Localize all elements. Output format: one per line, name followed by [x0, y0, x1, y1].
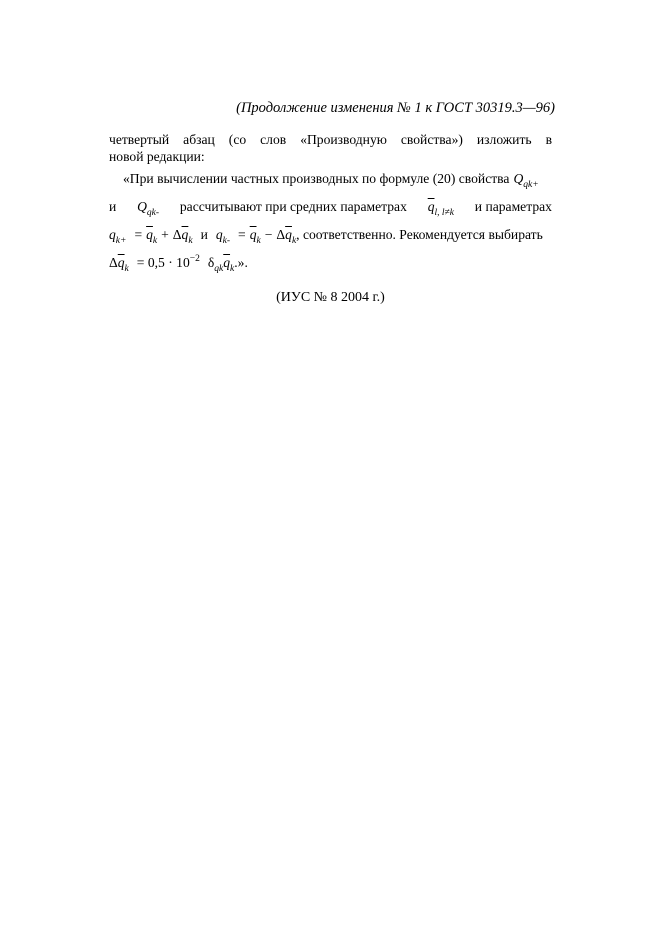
text-run: , соответственно. Рекомендуется выбирать [296, 227, 543, 242]
var-qbar: $\overline{q}$ [181, 227, 189, 242]
subscript: k [188, 236, 193, 246]
subscript: qk- [146, 208, 160, 218]
delta-small-sign: δ [207, 255, 215, 270]
text-run: «При вычислении частных производных по формуле (20) свойства [123, 171, 510, 186]
paragraph-instruction-line1 [109, 131, 552, 148]
text-run: рассчитывают при средних параметрах [179, 199, 407, 214]
exponent: −2 [189, 254, 200, 264]
var-Q: Q [513, 171, 524, 186]
word: в [545, 132, 553, 147]
subscript: qk+ [523, 180, 539, 190]
paragraph-instruction [109, 131, 552, 165]
coefficient: = 0,5 · 10 [136, 255, 190, 270]
word: «Производную свойства») [300, 132, 463, 147]
subscript: k [291, 236, 297, 246]
var-qbar: $\overline{q}$ [223, 255, 231, 270]
var-qbar: $\overline{q}$ [427, 199, 435, 214]
word: (со слов [228, 132, 287, 147]
subscript: k+ [115, 236, 127, 246]
word: четвертый [109, 132, 170, 147]
subscript: k [152, 236, 158, 246]
delta-sign: Δ [276, 227, 286, 242]
text-run: .». [234, 255, 248, 270]
subscript: k [256, 236, 261, 246]
word: абзац [183, 132, 215, 147]
var-q: q [215, 227, 223, 242]
subscript: k [230, 264, 235, 274]
text-run: и [200, 227, 208, 242]
continuation-header: (Продолжение изменения № 1 к ГОСТ 30319.3—96) [236, 100, 555, 116]
formula-line-4 [109, 254, 552, 282]
paragraph-instruction-line2: новой редакции: [109, 149, 205, 164]
paragraph-formula-text [109, 170, 552, 282]
subscript: k- [222, 236, 231, 246]
source-reference: (ИУС № 8 2004 г.) [276, 290, 385, 305]
var-q: q [109, 227, 116, 242]
formula-line-1 [109, 170, 552, 198]
text-run: и параметрах [474, 199, 552, 214]
text-run: и [109, 199, 117, 214]
word: изложить [476, 132, 532, 147]
formula-line-3 [109, 226, 552, 254]
subscript: k [124, 264, 129, 274]
var-qbar: $\overline{q}$ [146, 227, 153, 242]
plus-sign: + [161, 227, 169, 242]
var-qbar: $\overline{q}$ [249, 227, 257, 242]
subscript: qk [214, 264, 224, 274]
eq-sign: = [134, 227, 143, 242]
math-group [137, 198, 159, 218]
var-Q: Q [137, 199, 147, 214]
math-group [428, 198, 454, 218]
minus-sign: − [264, 227, 273, 242]
var-qbar: $\overline{q}$ [117, 255, 125, 270]
delta-sign: Δ [172, 227, 182, 242]
formula-line-2 [109, 198, 552, 226]
delta-sign: Δ [109, 255, 118, 270]
var-qbar: $\overline{q}$ [285, 227, 292, 242]
eq-sign: = [238, 227, 246, 242]
subscript: l, l≠k [434, 208, 454, 218]
